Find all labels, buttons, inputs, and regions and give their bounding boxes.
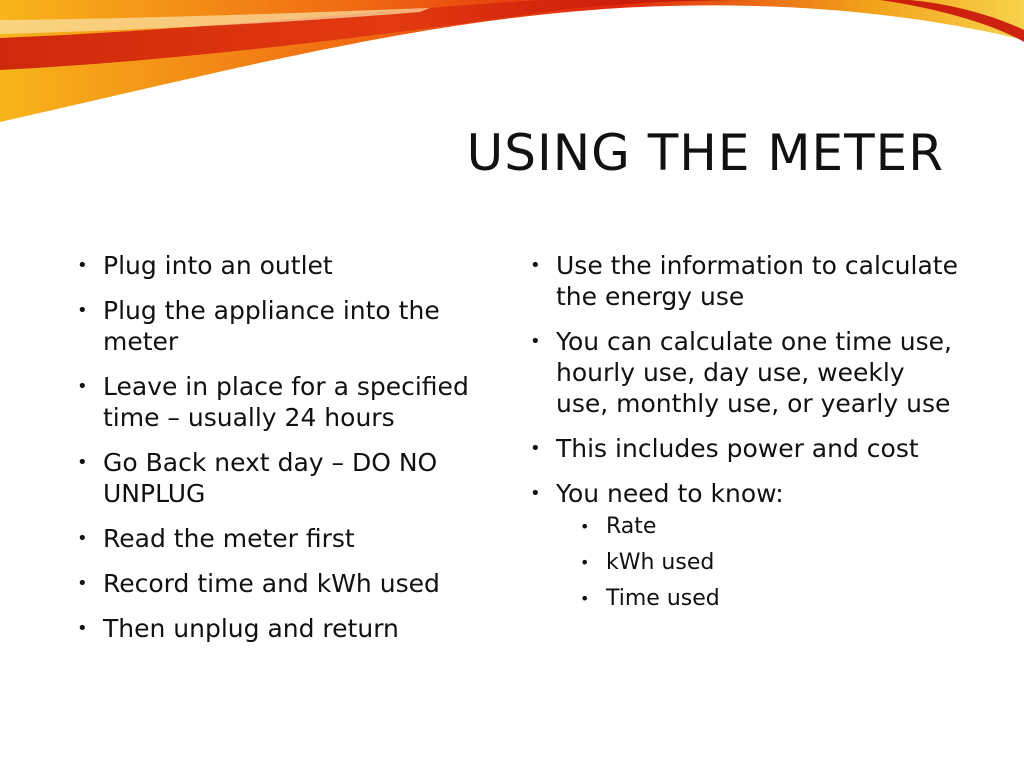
- sub-list-item-text: Rate: [606, 514, 657, 539]
- decorative-swoosh: [0, 0, 1024, 130]
- left-bullet-list: [75, 250, 495, 644]
- slide-title: USING THE METER: [466, 124, 944, 182]
- bullet-icon: •: [530, 331, 541, 352]
- list-item-text: Plug into an outlet: [103, 251, 333, 280]
- list-item: [75, 295, 495, 357]
- bullet-icon: •: [580, 589, 590, 608]
- list-item: [528, 250, 958, 312]
- right-column: [528, 250, 958, 627]
- list-item: [75, 523, 495, 554]
- list-item-text: Record time and kWh used: [103, 569, 440, 598]
- bullet-icon: •: [77, 528, 88, 549]
- sub-list-item-text: Time used: [606, 586, 720, 611]
- list-item: [528, 326, 958, 419]
- bullet-icon: •: [580, 517, 590, 536]
- list-item-text: You can calculate one time use, hourly use, day use, weekly use, monthly use, or yearly use: [556, 327, 952, 418]
- list-item: [528, 478, 958, 613]
- list-item: [75, 250, 495, 281]
- sub-list-item: [578, 585, 958, 613]
- sub-list-item-text: kWh used: [606, 550, 715, 575]
- bullet-icon: •: [580, 553, 590, 572]
- bullet-icon: •: [530, 255, 541, 276]
- list-item-text: Go Back next day – DO NO UNPLUG: [103, 448, 438, 508]
- list-item-text: Plug the appliance into the meter: [103, 296, 440, 356]
- bullet-icon: •: [77, 573, 88, 594]
- list-item: [75, 447, 495, 509]
- bullet-icon: •: [77, 618, 88, 639]
- sub-list-item: [578, 549, 958, 577]
- bullet-icon: •: [77, 452, 88, 473]
- list-item-text: Read the meter first: [103, 524, 355, 553]
- list-item-text: Leave in place for a specified time – usually 24 hours: [103, 372, 469, 432]
- bullet-icon: •: [530, 483, 541, 504]
- list-item: [528, 433, 958, 464]
- right-bullet-list: [528, 250, 958, 613]
- list-item: [75, 568, 495, 599]
- list-item: [75, 613, 495, 644]
- sub-bullet-list: [578, 513, 958, 613]
- sub-list-item: [578, 513, 958, 541]
- bullet-icon: •: [77, 300, 88, 321]
- bullet-icon: •: [530, 438, 541, 459]
- list-item-text: You need to know:: [556, 479, 784, 508]
- list-item-text: Then unplug and return: [103, 614, 399, 643]
- list-item: [75, 371, 495, 433]
- list-item-text: This includes power and cost: [556, 434, 919, 463]
- bullet-icon: •: [77, 376, 88, 397]
- left-column: [75, 250, 495, 658]
- bullet-icon: •: [77, 255, 88, 276]
- list-item-text: Use the information to calculate the energy use: [556, 251, 958, 311]
